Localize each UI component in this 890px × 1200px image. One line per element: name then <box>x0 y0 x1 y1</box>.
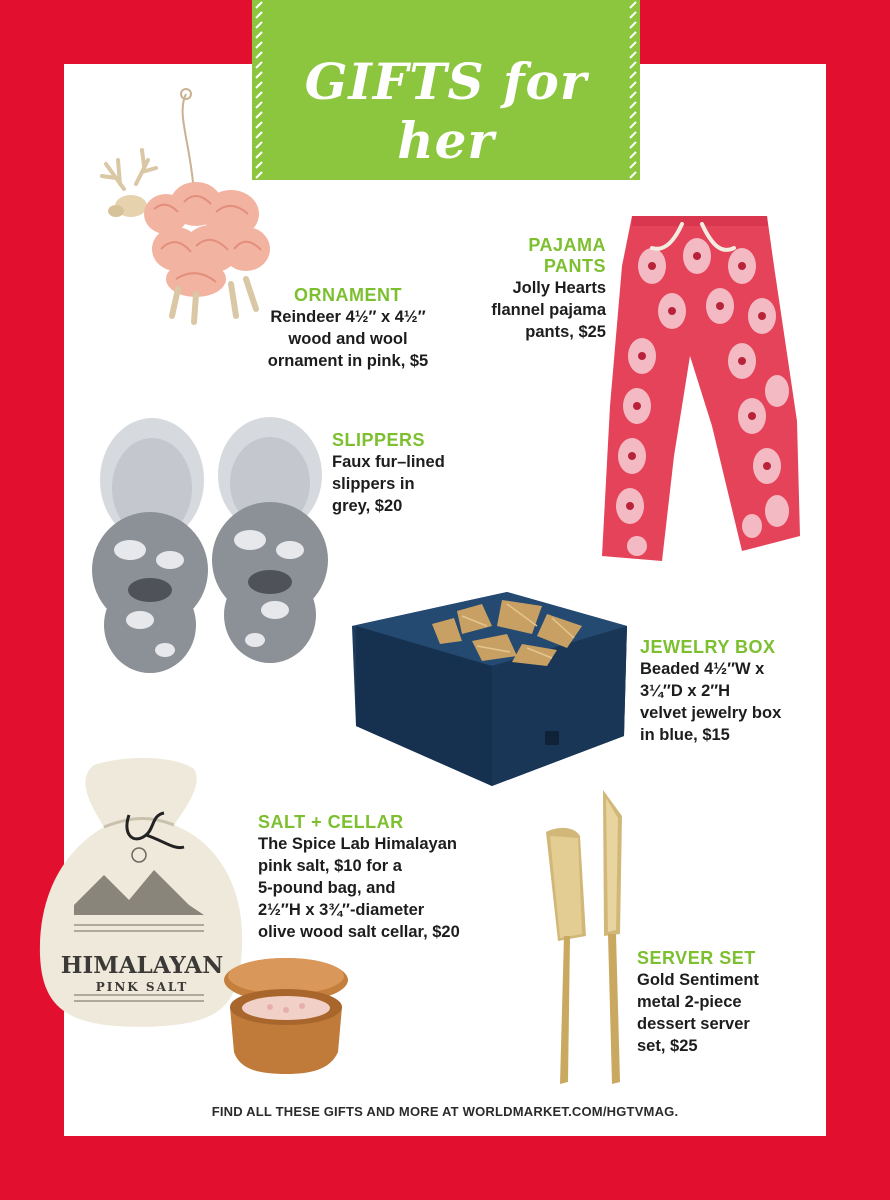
page-title: GIFTS for her <box>304 52 588 170</box>
footer-text: FIND ALL THESE GIFTS AND MORE AT WORLDMARKET.COM/HGTVMAG. <box>211 1104 679 1119</box>
salt-bag-brand-line1: HIMALAYAN <box>60 952 224 979</box>
salt-cellar-description: The Spice Lab Himalayan pink salt, $10 for a 5-pound bag, and 2½″H x 3¾″-diameter olive wood salt cellar, $20 <box>258 835 460 941</box>
ornament-label <box>258 285 438 372</box>
pajama-pants-description: Jolly Hearts flannel pajama pants, $25 <box>491 279 606 341</box>
jewelry-box-description: Beaded 4½″W x 3¼″D x 2″H velvet jewelry box in blue, $15 <box>640 660 782 744</box>
pajama-pants-label <box>460 235 606 343</box>
salt-bag-brand-line2: PINK SALT <box>95 980 189 994</box>
slippers-name: SLIPPERS <box>332 430 426 450</box>
server-set-name: SERVER SET <box>637 948 756 968</box>
reindeer-ornament-image <box>96 84 281 344</box>
salt-cellar-label <box>258 812 498 943</box>
server-set-label <box>637 948 797 1057</box>
slippers-image <box>90 410 335 685</box>
server-set-image <box>528 786 643 1091</box>
slippers-label <box>332 430 472 517</box>
salt-cellar-name: SALT + CELLAR <box>258 812 404 832</box>
ornament-description: Reindeer 4½″ x 4½″ wood and wool ornament in pink, $5 <box>267 308 429 370</box>
salt-cellar-image <box>220 952 355 1077</box>
jewelry-box-name: JEWELRY BOX <box>640 637 776 657</box>
pajama-pants-image <box>592 206 807 566</box>
jewelry-box-image <box>342 586 632 791</box>
pajama-pants-name: PAJAMA PANTS <box>528 235 606 276</box>
slippers-description: Faux fur–lined slippers in grey, $20 <box>332 453 445 515</box>
server-set-description: Gold Sentiment metal 2-piece dessert server set, $25 <box>637 971 759 1055</box>
ornament-name: ORNAMENT <box>294 285 402 305</box>
jewelry-box-label <box>640 637 810 746</box>
